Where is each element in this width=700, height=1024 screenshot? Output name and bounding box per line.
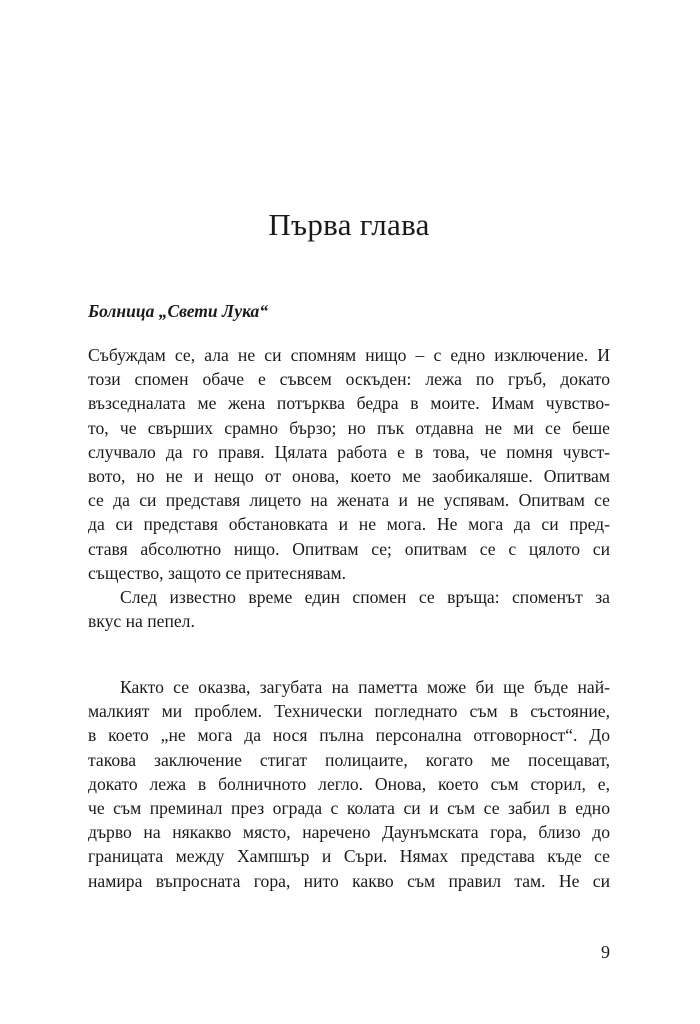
text-block-2 [88, 675, 610, 893]
chapter-title: Първа глава [268, 207, 430, 242]
text-line: границата между Хампшър и Съри. Нямах представа къде се [88, 846, 610, 867]
text-line: Събуждам се, ала не си спомням нищо – с едно изключение. И [88, 345, 610, 365]
text-line: случвало да го правя. Цялата работа е в това, че помня чувст- [88, 441, 610, 462]
text-line: в което „не мога да нося пълна персонална отговорност“. До [88, 725, 610, 746]
text-line: Както се оказва, загубата на паметта може би ще бъде най- [120, 677, 610, 697]
text-line: такова заключение стигат полицаите, когато ме посещават, [88, 749, 610, 770]
text-line: възседналата ме жена потърква бедра в моите. Имам чувство- [88, 393, 610, 414]
text-line: този спомен обаче е съвсем оскъден: лежа по гръб, докато [88, 369, 610, 390]
text-line: намира въпросната гора, нито какво съм правил там. Не си [88, 870, 610, 891]
text-line: малкият ми проблем. Технически погледнато съм в състояние, [88, 701, 610, 722]
text-line: същество, защото се притеснявам. [88, 562, 347, 583]
section-heading: Болница „Свети Лука“ [88, 301, 269, 321]
text-line: да си представя обстановката и не мога. Не мога да си пред- [88, 514, 610, 535]
text-line: ставя абсолютно нищо. Опитвам се; опитвам се с цялото си [88, 538, 610, 559]
text-line: че съм преминал през ограда с колата си и съм се забил в едно [88, 797, 610, 818]
text-block-1 [88, 343, 610, 633]
page-number: 9 [601, 942, 610, 962]
text-line: вкус на пепел. [88, 611, 195, 632]
text-line: вото, но не и нещо от онова, което ме заобикаляше. Опитвам [88, 465, 610, 486]
text-line: дърво на някакво място, наречено Даунъмската гора, близо до [88, 822, 610, 843]
book-page [88, 0, 610, 1024]
text-line: След известно време един спомен се връща: споменът за [120, 586, 610, 607]
text-line: то, че свърших срамно бързо; но пък отдавна не ми се беше [88, 417, 610, 438]
text-line: се да си представя лицето на жената и не успявам. Опитвам се [88, 490, 610, 511]
text-line: докато лежа в болничното легло. Онова, което съм сторил, е, [88, 773, 610, 794]
